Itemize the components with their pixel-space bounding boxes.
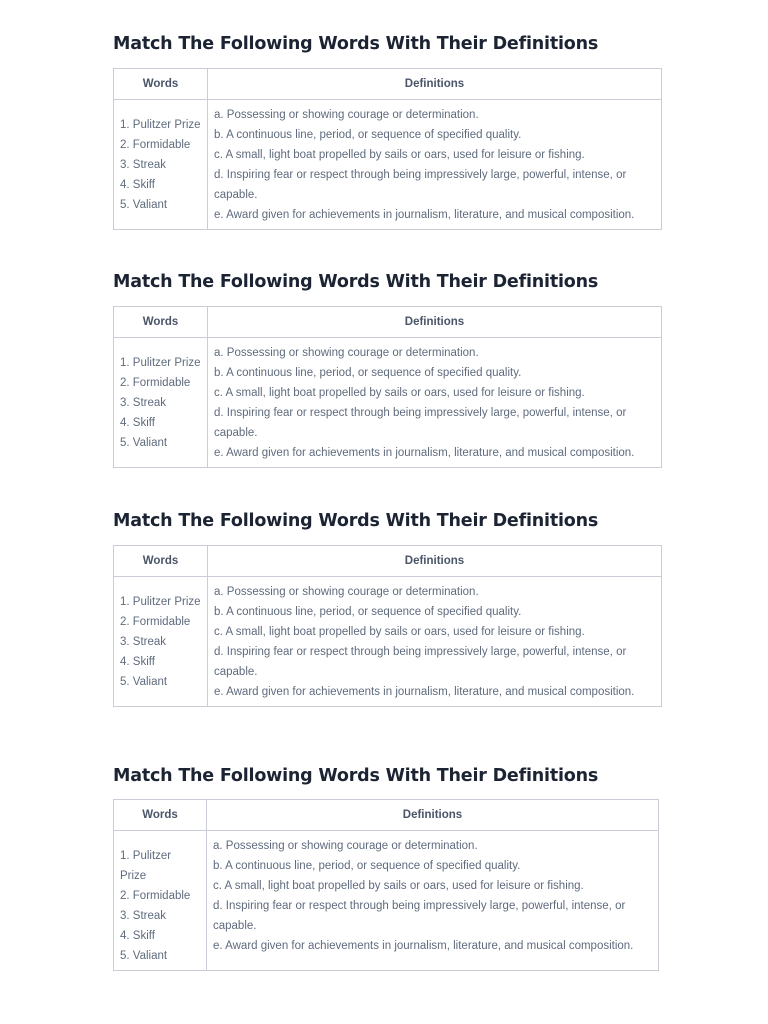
match-section-2 [113, 270, 661, 459]
definition-item: a. Possessing or showing courage or determination. [214, 347, 479, 359]
definition-item: a. Possessing or showing courage or determination. [213, 840, 478, 852]
definitions-cell [208, 577, 662, 707]
table-row [114, 577, 662, 707]
match-section-3 [113, 509, 661, 698]
definitions-list [214, 582, 655, 702]
word-item: 5. Valiant [120, 437, 168, 449]
word-item: 3. Streak [120, 636, 167, 648]
definitions-column-header: Definitions [208, 69, 662, 100]
words-cell [114, 831, 207, 971]
match-table [113, 68, 662, 230]
word-item: 1. Pulitzer Prize [120, 119, 201, 131]
table-header-row [114, 546, 662, 577]
definitions-column-header: Definitions [208, 546, 662, 577]
words-column-header: Words [114, 69, 208, 100]
definitions-cell [207, 831, 659, 971]
definition-item: c. A small, light boat propelled by sails or oars, used for leisure or fishing. [213, 880, 584, 892]
word-item: 1. Pulitzer Prize [120, 357, 201, 369]
words-column-header: Words [114, 546, 208, 577]
word-item: 5. Valiant [120, 199, 168, 211]
definition-item: d. Inspiring fear or respect through being impressively large, powerful, intense, or capable. [213, 900, 626, 932]
word-item: 5. Valiant [120, 950, 168, 962]
table-header-row [114, 800, 659, 831]
definition-item: c. A small, light boat propelled by sails or oars, used for leisure or fishing. [214, 149, 585, 161]
definition-item: b. A continuous line, period, or sequence of specified quality. [214, 606, 522, 618]
words-cell [114, 338, 208, 468]
definition-item: e. Award given for achievements in journalism, literature, and musical composition. [213, 940, 634, 952]
match-table [113, 545, 662, 707]
definitions-cell [208, 100, 662, 230]
word-item: 3. Streak [120, 397, 167, 409]
definitions-list [214, 343, 655, 463]
word-item: 3. Streak [120, 159, 167, 171]
definitions-column-header: Definitions [208, 307, 662, 338]
definition-item: b. A continuous line, period, or sequence of specified quality. [213, 860, 521, 872]
word-item: 4. Skiff [120, 417, 155, 429]
words-cell [114, 577, 208, 707]
word-item: 2. Formidable [120, 377, 191, 389]
definition-item: d. Inspiring fear or respect through being impressively large, powerful, intense, or capable. [214, 407, 627, 439]
word-item: 2. Formidable [120, 616, 191, 628]
definition-item: c. A small, light boat propelled by sails or oars, used for leisure or fishing. [214, 387, 585, 399]
section-title: Match The Following Words With Their Definitions [113, 766, 599, 786]
word-item: 1. Pulitzer Prize [120, 596, 201, 608]
word-item: 2. Formidable [120, 890, 191, 902]
table-row [114, 831, 659, 971]
definition-item: a. Possessing or showing courage or determination. [214, 109, 479, 121]
definitions-list [213, 836, 652, 956]
definition-item: a. Possessing or showing courage or determination. [214, 586, 479, 598]
word-item: 3. Streak [120, 910, 167, 922]
word-item: 4. Skiff [120, 179, 155, 191]
definition-item: e. Award given for achievements in journalism, literature, and musical composition. [214, 686, 635, 698]
words-column-header: Words [114, 307, 208, 338]
table-header-row [114, 307, 662, 338]
section-title: Match The Following Words With Their Definitions [113, 511, 599, 531]
definitions-cell [208, 338, 662, 468]
definition-item: d. Inspiring fear or respect through being impressively large, powerful, intense, or capable. [214, 169, 627, 201]
table-row [114, 100, 662, 230]
definition-item: e. Award given for achievements in journalism, literature, and musical composition. [214, 447, 635, 459]
word-item: 4. Skiff [120, 656, 155, 668]
table-row [114, 338, 662, 468]
words-list [120, 105, 201, 215]
words-column-header: Words [114, 800, 207, 831]
word-item: 5. Valiant [120, 676, 168, 688]
words-list [120, 343, 201, 453]
word-item: 4. Skiff [120, 930, 155, 942]
section-title: Match The Following Words With Their Definitions [113, 272, 599, 292]
word-item: 2. Formidable [120, 139, 191, 151]
definition-item: c. A small, light boat propelled by sails or oars, used for leisure or fishing. [214, 626, 585, 638]
words-list [120, 582, 201, 692]
words-cell [114, 100, 208, 230]
section-title: Match The Following Words With Their Definitions [113, 34, 599, 54]
definition-item: b. A continuous line, period, or sequence of specified quality. [214, 129, 522, 141]
definitions-column-header: Definitions [207, 800, 659, 831]
words-list [120, 836, 200, 966]
match-section-4 [113, 764, 658, 962]
definitions-list [214, 105, 655, 225]
match-section-1 [113, 32, 661, 221]
table-header-row [114, 69, 662, 100]
definition-item: e. Award given for achievements in journalism, literature, and musical composition. [214, 209, 635, 221]
match-table [113, 306, 662, 468]
word-item: 1. Pulitzer Prize [120, 850, 172, 882]
definition-item: d. Inspiring fear or respect through being impressively large, powerful, intense, or capable. [214, 646, 627, 678]
definition-item: b. A continuous line, period, or sequence of specified quality. [214, 367, 522, 379]
match-table [113, 799, 659, 971]
